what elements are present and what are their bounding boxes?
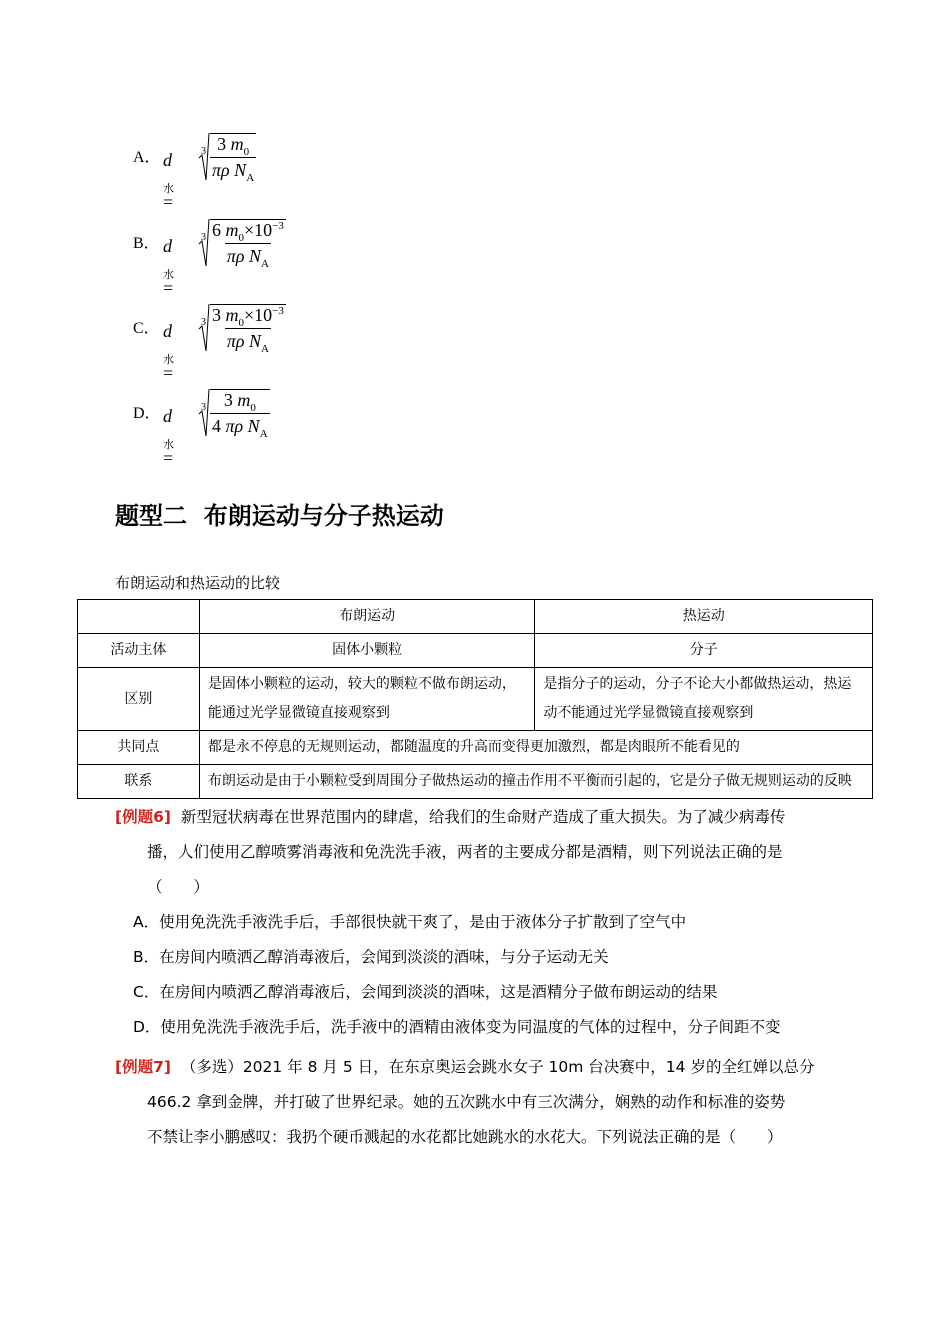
root-index: 3 bbox=[201, 317, 206, 328]
radicand-fraction: $\frac{6 m_0\times 10^{-3}}{\pi\rho N_A}$ bbox=[212, 220, 284, 270]
table-row bbox=[78, 731, 873, 765]
root-index: 3 bbox=[201, 146, 206, 157]
table-title: 布朗运动和热运动的比较 bbox=[115, 574, 281, 592]
radicand-fraction: $\frac{3 m_0\times 10^{-3}}{\pi\rho N_A}$ bbox=[212, 305, 284, 355]
answer-option-d[interactable]: D．使用免洗洗手液洗手后，洗手液中的酒精由液体变为同温度的气体的过程中，分子间距不变 bbox=[133, 1018, 781, 1036]
example-7-line-1 bbox=[115, 1050, 845, 1085]
table-header-cell: 热运动 bbox=[535, 600, 873, 634]
table-header-cell: 布朗运动 bbox=[199, 600, 535, 634]
question-text: （多选）2021 年 8 月 5 日，在东京奥运会跳水女子 10m 台决赛中，14 岁的全红婵以总分 bbox=[180, 1058, 815, 1076]
example-7-line-3: 不禁让李小鹏感叹：我扔个硬币溅起的水花都比她跳水的水花大。下列说法正确的是（ ） bbox=[147, 1128, 783, 1146]
brown-cell: 是固体小颗粒的运动，较大的颗粒不做布朗运动，能通过光学显微镜直接观察到 bbox=[199, 668, 535, 731]
option-letter: D． bbox=[133, 405, 161, 422]
example-tag: [例题6] bbox=[115, 808, 171, 826]
option-letter: A． bbox=[133, 149, 161, 166]
row-label: 区别 bbox=[78, 668, 200, 731]
example-tag: [例题7] bbox=[115, 1058, 171, 1076]
example-7 bbox=[115, 1050, 845, 1155]
formula-lhs: $d_水=$ bbox=[163, 150, 174, 212]
table-row bbox=[78, 634, 873, 668]
formula-lhs: $d_水=$ bbox=[163, 321, 174, 383]
example-7-line-2: 466.2 拿到金牌，并打破了世界纪录。她的五次跳水中有三次满分，娴熟的动作和标准的姿势 bbox=[147, 1093, 786, 1111]
radicand-fraction: $\frac{3 m_0}{\pi\rho N_A}$ bbox=[212, 134, 255, 184]
radical-sign bbox=[198, 218, 210, 268]
merged-cell: 都是永不停息的无规则运动，都随温度的升高而变得更加激烈，都是肉眼所不能看见的 bbox=[199, 731, 872, 765]
table-row bbox=[78, 668, 873, 731]
formula-lhs: $d_水=$ bbox=[163, 236, 174, 298]
radicand-fraction: $\frac{3 m_0}{4 \pi\rho N_A}$ bbox=[212, 390, 268, 440]
brown-cell: 固体小颗粒 bbox=[199, 634, 535, 668]
answer-option-a[interactable]: A．使用免洗洗手液洗手后，手部很快就干爽了，是由于液体分子扩散到了空气中 bbox=[133, 913, 687, 931]
example-6 bbox=[115, 800, 845, 1045]
example-6-line-3: （ ） bbox=[147, 878, 210, 896]
example-6-line-2: 播，人们使用乙醇喷雾消毒液和免洗洗手液，两者的主要成分都是酒精，则下列说法正确的是 bbox=[147, 843, 783, 861]
radical-sign bbox=[198, 303, 210, 353]
radical-sign bbox=[198, 388, 210, 438]
option-letter: B． bbox=[133, 235, 160, 252]
radical-sign bbox=[198, 132, 210, 182]
formula-lhs: $d_水=$ bbox=[163, 406, 174, 468]
root-index: 3 bbox=[201, 402, 206, 413]
row-label: 活动主体 bbox=[78, 634, 200, 668]
thermal-cell: 分子 bbox=[535, 634, 873, 668]
question-text: 新型冠状病毒在世界范围内的肆虐，给我们的生命财产造成了重大损失。为了减少病毒传 bbox=[180, 808, 786, 826]
formula-options bbox=[133, 128, 433, 468]
thermal-cell: 是指分子的运动，分子不论大小都做热运动，热运动不能通过光学显微镜直接观察到 bbox=[535, 668, 873, 731]
table-row bbox=[78, 765, 873, 799]
comparison-table bbox=[77, 599, 873, 799]
merged-cell: 布朗运动是由于小颗粒受到周围分子做热运动的撞击作用不平衡而引起的，它是分子做无规则运动的反映 bbox=[199, 765, 872, 799]
root-index: 3 bbox=[201, 232, 206, 243]
table-header-cell bbox=[78, 600, 200, 634]
answer-option-c[interactable]: C．在房间内喷洒乙醇消毒液后，会闻到淡淡的酒味，这是酒精分子做布朗运动的结果 bbox=[133, 983, 718, 1001]
row-label: 联系 bbox=[78, 765, 200, 799]
example-6-line-1 bbox=[115, 800, 845, 835]
answer-option-b[interactable]: B．在房间内喷洒乙醇消毒液后，会闻到淡淡的酒味，与分子运动无关 bbox=[133, 948, 609, 966]
row-label: 共同点 bbox=[78, 731, 200, 765]
option-letter: C． bbox=[133, 320, 160, 337]
table-header-row bbox=[78, 600, 873, 634]
section-title: 题型二 布朗运动与分子热运动 bbox=[115, 502, 444, 530]
